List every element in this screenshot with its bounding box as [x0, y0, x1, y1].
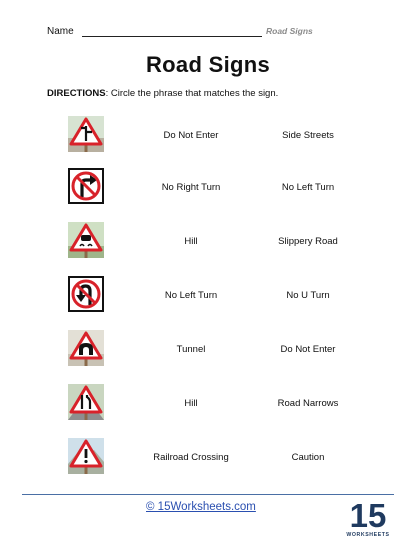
- option-side-streets[interactable]: Side Streets: [282, 130, 334, 141]
- page-title: Road Signs: [145, 52, 270, 77]
- directions: [47, 88, 278, 99]
- tunnel-sign-icon: [68, 330, 104, 366]
- option-slippery-road[interactable]: Slippery Road: [278, 236, 338, 247]
- option-caution[interactable]: Caution: [291, 452, 325, 463]
- option-no-u-turn[interactable]: No U Turn: [286, 290, 330, 301]
- no-right-turn-sign-icon: [68, 168, 104, 204]
- option-tunnel[interactable]: Tunnel: [176, 344, 206, 355]
- footer-link[interactable]: © 15Worksheets.com: [146, 501, 256, 513]
- question-row-4: [0, 276, 416, 316]
- logo-word: WORKSHEETS: [346, 532, 390, 538]
- slippery-road-sign-icon: [68, 222, 104, 258]
- worksheets-logo: [346, 496, 390, 538]
- no-u-turn-sign-icon: [68, 276, 104, 312]
- road-narrows-sign-icon: [68, 384, 104, 420]
- option-do-not-enter[interactable]: Do Not Enter: [163, 130, 219, 141]
- name-line[interactable]: [82, 36, 262, 37]
- option-no-left-turn[interactable]: No Left Turn: [281, 182, 335, 193]
- question-row-2: [0, 168, 416, 208]
- question-row-6: [0, 384, 416, 424]
- caution-sign-icon: [68, 438, 104, 474]
- question-row-5: [0, 330, 416, 370]
- question-row-1: [0, 116, 416, 156]
- name-row: [47, 26, 377, 40]
- option-no-right-turn[interactable]: No Right Turn: [161, 182, 221, 193]
- footer-divider: [22, 494, 394, 495]
- option-hill[interactable]: Hill: [184, 398, 198, 409]
- name-label: Name: [47, 26, 74, 37]
- logo-number: 15: [349, 497, 387, 534]
- option-hill[interactable]: Hill: [184, 236, 198, 247]
- brand-label: Road Signs: [266, 26, 313, 36]
- option-road-narrows[interactable]: Road Narrows: [277, 398, 339, 409]
- option-do-not-enter[interactable]: Do Not Enter: [280, 344, 336, 355]
- question-row-7: [0, 438, 416, 478]
- directions-label: DIRECTIONS: [47, 88, 106, 99]
- option-no-left-turn[interactable]: No Left Turn: [164, 290, 218, 301]
- option-railroad-crossing[interactable]: Railroad Crossing: [153, 452, 229, 463]
- directions-text: : Circle the phrase that matches the sign.: [105, 88, 279, 99]
- side-streets-sign-icon: [68, 116, 104, 152]
- question-row-3: [0, 222, 416, 262]
